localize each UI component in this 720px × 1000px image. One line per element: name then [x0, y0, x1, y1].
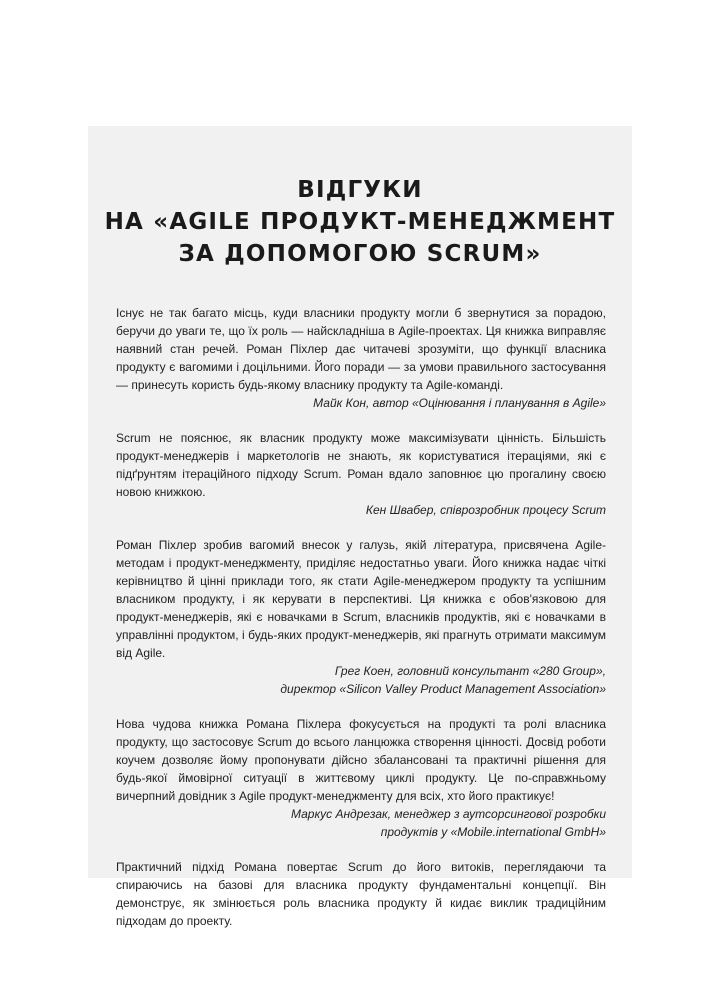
review-2 — [116, 429, 606, 519]
review-attribution — [116, 501, 606, 519]
review-4 — [116, 715, 606, 841]
title-line-3: ЗА ДОПОМОГОЮ SCRUM» — [178, 241, 542, 267]
review-text: Scrum не пояснює, як власник продукту може максимізувати цінність. Більшість продукт-менеджерів і маркетологів не знають, як користуватися ітераціями, які є підґрунтям ітераційного підходу Scrum. Роман вдало заповнює цю прогалину своєю новою книжкою. — [116, 431, 606, 499]
attribution-line: Маркус Андрезак, менеджер з аутсорсингової розробки — [290, 807, 606, 821]
review-3 — [116, 536, 606, 698]
reviews-list — [116, 304, 606, 947]
review-text: Існує не так багато місць, куди власники продукту могли б звернутися за порадою, беручи до уваги те, що їх роль — найскладніша в Agile-проектах. Ця книжка виправляє наявний стан речей. Роман Піхлер дає читачеві зрозуміти, що функції власника продукту є вагомими і доцільними. Його поради — за умови правильного застосування — принесуть користь будь-якому власнику продукту та Agile-команді. — [116, 306, 606, 392]
title-line-1: ВІДГУКИ — [297, 177, 423, 203]
review-text: Практичний підхід Романа повертає Scrum до його витоків, переглядаючи та спираючись на базові для власника продукту фундаментальні концепції. Він демонструє, як змінюється роль власника продукту й кидає виклик традиційним підходам до проекту. — [116, 860, 606, 928]
review-text: Роман Піхлер зробив вагомий внесок у галузь, якій література, присвячена Agile-методам і продукт-менеджменту, приділяє недостатньо уваги. Його книжка надає чіткі керівництво й цінні приклади того, як стати Agile-менеджером продукту та успішним власником продукту, і як керувати в перспективі. Ця книжка є обов'язковою для продукт-менеджерів, які є новачками в Scrum, власників продуктів, які є новачками в управлінні продуктом, і будь-яких продукт-менеджерів, які прагнуть отримати максимум від Agile. — [116, 538, 606, 660]
review-attribution — [116, 805, 606, 841]
title-line-2: НА «AGILE ПРОДУКТ-МЕНЕДЖМЕНТ — [104, 209, 616, 235]
review-1 — [116, 304, 606, 412]
review-attribution — [116, 662, 606, 698]
review-5 — [116, 858, 606, 930]
attribution-line: продуктів у «Mobile.international GmbH» — [380, 825, 606, 839]
attribution-line: Кен Швабер, співрозробник процесу Scrum — [365, 503, 606, 517]
review-attribution — [116, 394, 606, 412]
attribution-line: Грег Коен, головний консультант «280 Group», — [334, 664, 606, 678]
attribution-line: директор «Silicon Valley Product Management Association» — [280, 682, 606, 696]
page-title — [0, 174, 720, 270]
review-text: Нова чудова книжка Романа Піхлера фокусується на продукті та ролі власника продукту, що застосовує Scrum до всього ланцюжка створення цінності. Досвід роботи коучем дозволяє йому пропонувати дійсно збалансовані та практичні рішення для будь-якої ймовірної ситуації в життєвому циклі продукту. Це по-справжньому вичерпний довідник з Agile продукт-менеджменту для всіх, хто його практикує! — [116, 717, 606, 803]
attribution-line: Майк Кон, автор «Оцінювання і планування в Agile» — [313, 396, 606, 410]
